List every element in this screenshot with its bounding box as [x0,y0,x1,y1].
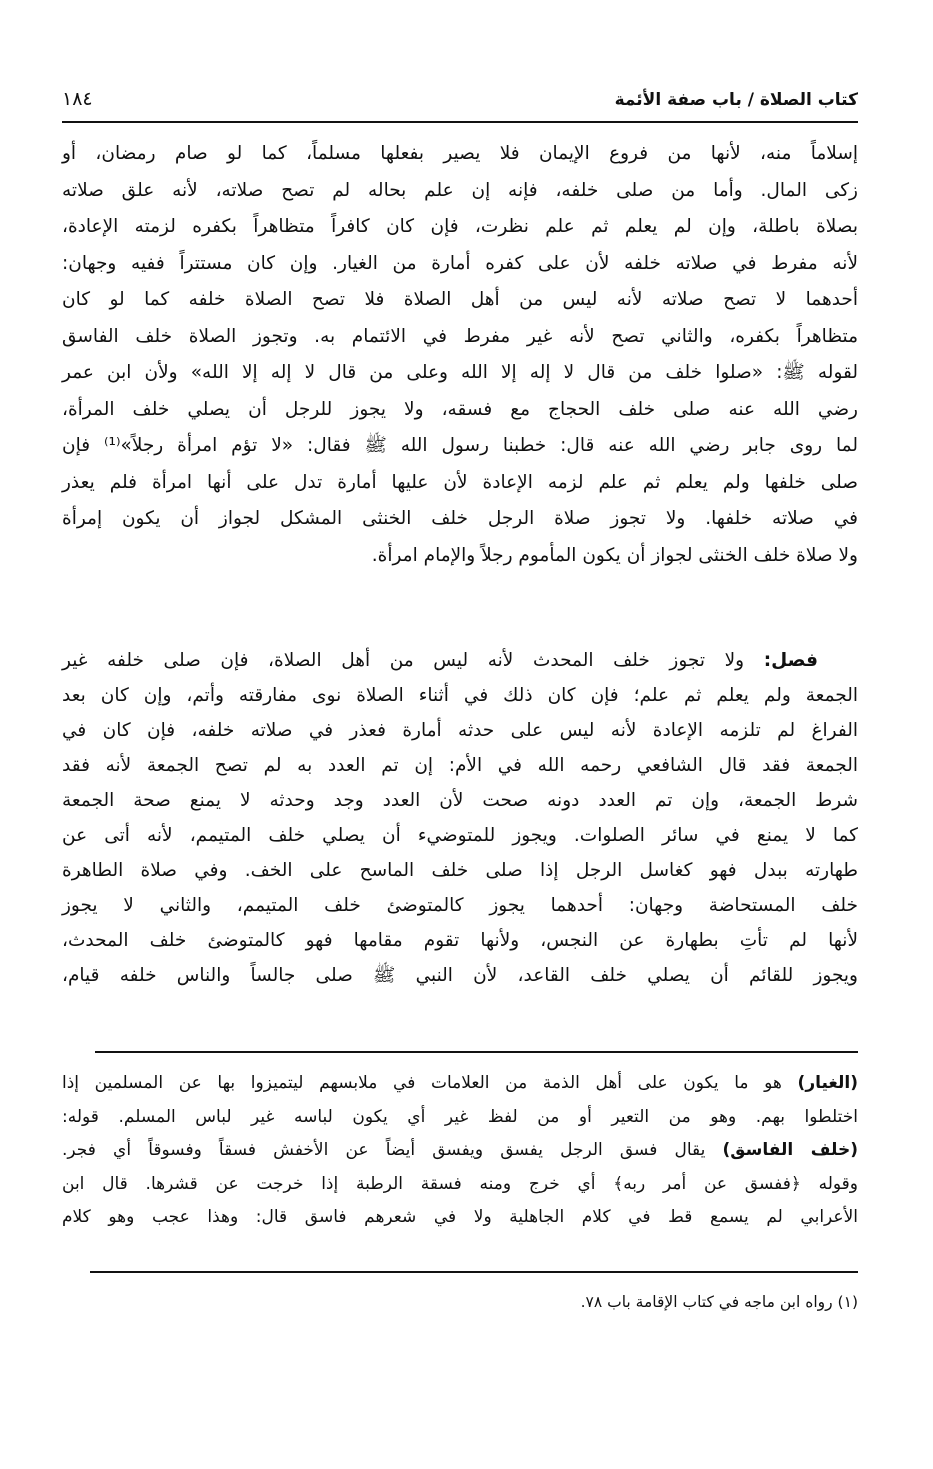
text-line: وقوله ﴿ففسق عن أمر ربه﴾ أي خرج ومنه فسقة الرطبة إذا خرجت عن قشرها. قال ابن [62,1173,858,1194]
text-line: إسلاماً منه، لأنها من فروع الإيمان فلا يصير بفعلها مسلماً، كما لو صام رمضان، أو [62,143,858,164]
main-paragraph-2 [62,643,858,993]
header-rule [62,121,858,123]
text-line: رضي الله عنه صلى خلف الحجاج مع فسقه، ولا يجوز للرجل أن يصلي خلف المرأة، [62,398,858,420]
text-line: لأنه مفرط في صلاته خلفه لأن على كفره أمارة من الغيار. وإن كان مستتراً ففيه وجهان: [62,252,858,274]
lemma: (الغيار) [797,1073,859,1093]
text-line: شرط الجمعة، وإن تم العدد دونه صحت لأن العدد وجد وحدثه لا يمنع صحة الجمعة [62,790,858,811]
text-line: في صلاته خلفها. ولا تجوز صلاة الرجل خلف الخنثى المشكل لجواز أن يكون إمرأة [62,508,858,529]
text-line: الفراغ لم تلزمه الإعادة لأنه ليس على حدثه أمارة فعذر في صلاته خلفه، فإن كان في [62,720,858,741]
main-paragraph-1 [62,136,858,574]
text-line: الجمعة ولم يعلم ثم علم؛ فإن كان ذلك في أثناء الصلاة نوى مفارقته وأتم، وإن كان بعد [62,685,858,706]
text-segment: يقال فسق الرجل يفسق ويفسق أيضاً عن الأخفش فسقاً وفسوقاً أي فجر. [62,1140,706,1160]
text-line: الأعرابي لم يسمع قط في كلام الجاهلية ولا في شعرهم فاسق قال: وهذا عجب وهو كلام [62,1207,858,1227]
text-line: ولا صلاة خلف الخنثى لجواز أن يكون المأموم رجلاً والإمام امرأة. [371,544,858,566]
text-line: خلف المستحاضة وجهان: أحدهما يجوز كالمتوضئ خلف المتيمم، والثاني لا يجوز [62,895,858,916]
text-segment: هو ما يكون على أهل الذمة من العلامات في ملابسهم ليتميزوا بها عن المسلمين إذا [62,1073,782,1093]
text-line: صلى خلفها ولم يعلم ثم علم لزمه الإعادة لأن عليها أمارة تدل على أنها امرأة فلم يعذر [62,471,858,493]
text-line [62,1134,858,1168]
text-line: الجمعة فقد قال الشافعي رحمه الله في الأم: إن تم العدد به لم تصح الجمعة لأنه فقد [62,755,858,776]
text-line [62,643,858,678]
text-line: متظاهراً بكفره، والثاني تصح لأنه غير مفرط في الائتمام به. وتجوز الصلاة خلف الفاسق [62,325,858,347]
text-line: زكى المال. وأما من صلى خلفه، فإنه إن علم بحاله لم تصح صلاته، لأنه علق صلاته [62,179,858,201]
text-line: لأنها لم تأتِ بطهارة عن النجس، ولأنها تقوم مقامها فهو كالمتوضئ خلف المحدث، [62,930,858,951]
footnote-1 [581,1293,858,1311]
text-line: اختلطوا بهم. وهو من التعير أو من لفظ غير أي يكون لباسه غير لباس المسلم. قوله: [62,1106,858,1127]
text-segment: ولا تجوز خلف المحدث لأنه ليس من أهل الصلاة، فإن صلى خلفه غير [62,650,745,671]
commentary-rule [95,1051,858,1053]
footnote-rule [90,1271,858,1273]
commentary [62,1067,858,1235]
page-number: ١٨٤ [62,88,93,110]
lemma: (خلف الفاسق) [722,1140,859,1160]
text-line: لقوله ﷺ: «صلوا خلف من قال لا إله إلا الله وعلى من قال لا إله إلا الله» ولأن ابن عمر [62,362,858,383]
text-line: لما روى جابر رضي الله عنه قال: خطبنا رسول الله ﷺ فقال: «لا تؤم امرأة رجلاً»⁽¹⁾ فإن [62,435,858,456]
text-line: كما لا يمنع في سائر الصلوات. ويجوز للمتوضيء أن يصلي خلف المتيمم، لأنه أتى عن [62,825,858,846]
running-title: كتاب الصلاة / باب صفة الأئمة [614,90,858,110]
text-line: ويجوز للقائم أن يصلي خلف القاعد، لأن النبي ﷺ صلى جالساً والناس خلفه قيام، [62,965,858,986]
page-header [62,86,858,116]
text-line: أحدهما لا تصح صلاته لأنه ليس من أهل الصلاة فلا تصح الصلاة خلفه كما لو كان [62,289,858,310]
text-line: بصلاة باطلة، وإن لم يعلم ثم علم نظرت، فإن كان كافراً متظاهراً بكفره لزمته الإعادة، [62,216,858,237]
text-line [62,1067,858,1101]
text-line: طهارته ببدل فهو كغاسل الرجل إذا صلى خلف الماسح على الخف. وفي صلاة الطاهرة [62,860,858,881]
footnote-text: (١) رواه ابن ماجه في كتاب الإقامة باب ٧٨. [580,1293,858,1311]
section-label: فصل: [763,650,818,671]
